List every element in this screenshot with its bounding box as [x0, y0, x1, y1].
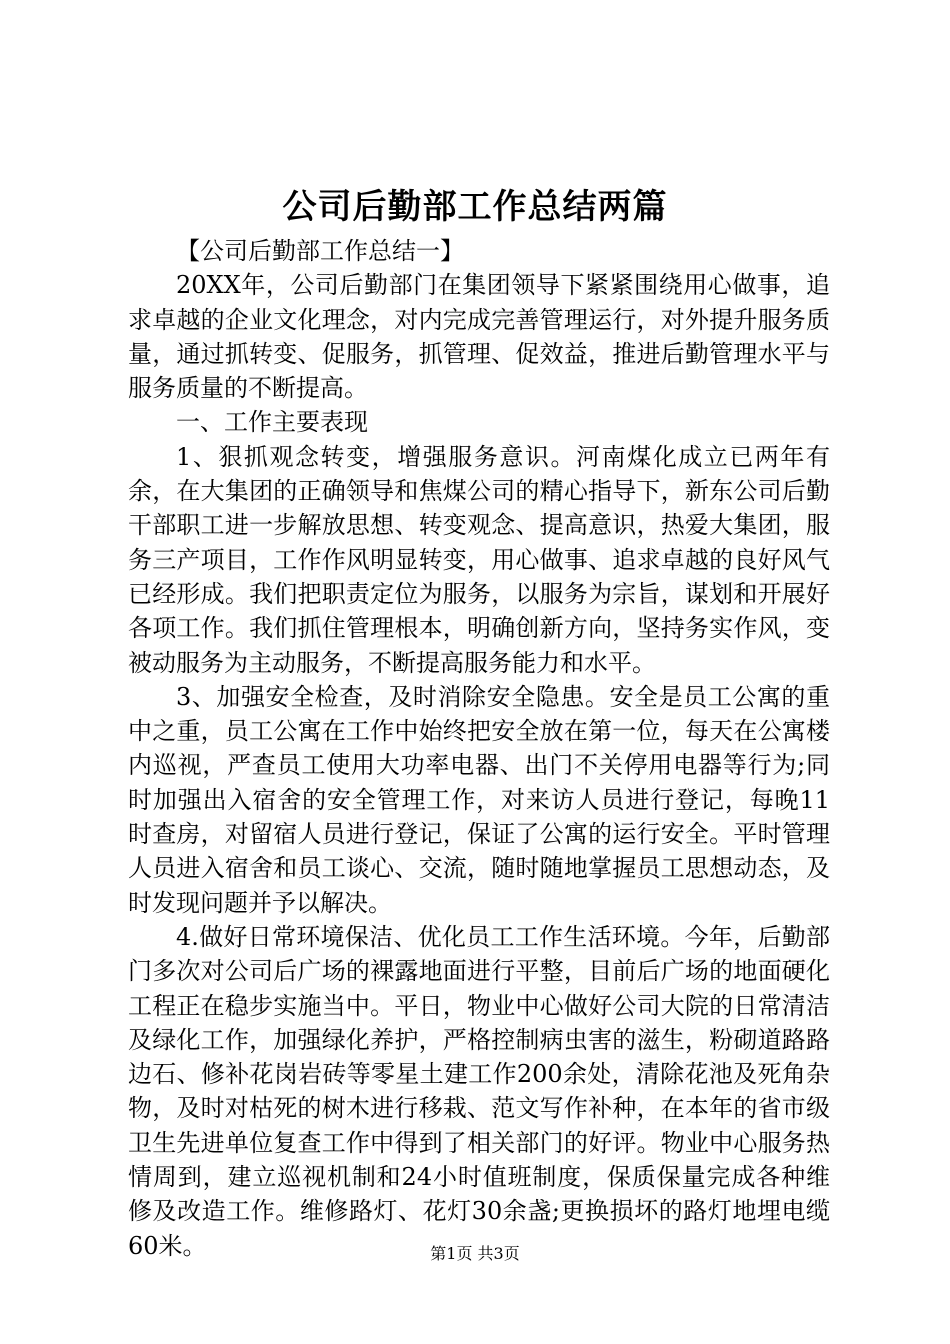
- page-number: 第1页 共3页: [430, 1244, 520, 1263]
- document-title: 公司后勤部工作总结两篇: [282, 187, 668, 227]
- document-body: [128, 234, 830, 1263]
- subsection-heading: 一、工作主要表现: [176, 408, 368, 437]
- body-paragraph: 1、狠抓观念转变，增强服务意识。河南煤化成立已两年有余，在大集团的正确领导和焦煤公司的精心指导下，新东公司后勤干部职工进一步解放思想、转变观念、提高意识，热爱大集团，服务三产项目，工作作风明显转变，用心做事、追求卓越的良好风气已经形成。我们把职责定位为服务，以服务为宗旨，谋划和开展好各项工作。我们抓住管理根本，明确创新方向，坚持务实作风，变被动服务为主动服务，不断提高服务能力和水平。: [128, 442, 830, 677]
- body-paragraph: 20XX年，公司后勤部门在集团领导下紧紧围绕用心做事，追求卓越的企业文化理念，对内完成完善管理运行，对外提升服务质量，通过抓转变、促服务，抓管理、促效益，推进后勤管理水平与服务质量的不断提高。: [128, 271, 830, 403]
- section-heading: 【公司后勤部工作总结一】: [176, 237, 464, 265]
- body-paragraph: 3、加强安全检查，及时消除安全隐患。安全是员工公寓的重中之重，员工公寓在工作中始终把安全放在第一位，每天在公寓楼内巡视，严查员工使用大功率电器、出门不关停用电器等行为;同时加强出入宿舍的安全管理工作，对来访人员进行登记，每晚11时查房，对留宿人员进行登记，保证了公寓的运行安全。平时管理人员进入宿舍和员工谈心、交流，随时随地掌握员工思想动态，及时发现问题并予以解决。: [128, 682, 830, 917]
- body-paragraph: 4.做好日常环境保洁、优化员工工作生活环境。今年，后勤部门多次对公司后广场的裸露地面进行平整，目前后广场的地面硬化工程正在稳步实施当中。平日，物业中心做好公司大院的日常清洁及绿化工作，加强绿化养护，严格控制病虫害的滋生，粉砌道路路边石、修补花岗岩砖等零星土建工作200余处，清除花池及死角杂物，及时对枯死的树木进行移栽、范文写作补种，在本年的省市级卫生先进单位复查工作中得到了相关部门的好评。物业中心服务热情周到，建立巡视机制和24小时值班制度，保质保量完成各种维修及改造工作。维修路灯、花灯30余盏;更换损坏的路灯地埋电缆60米。: [128, 922, 830, 1260]
